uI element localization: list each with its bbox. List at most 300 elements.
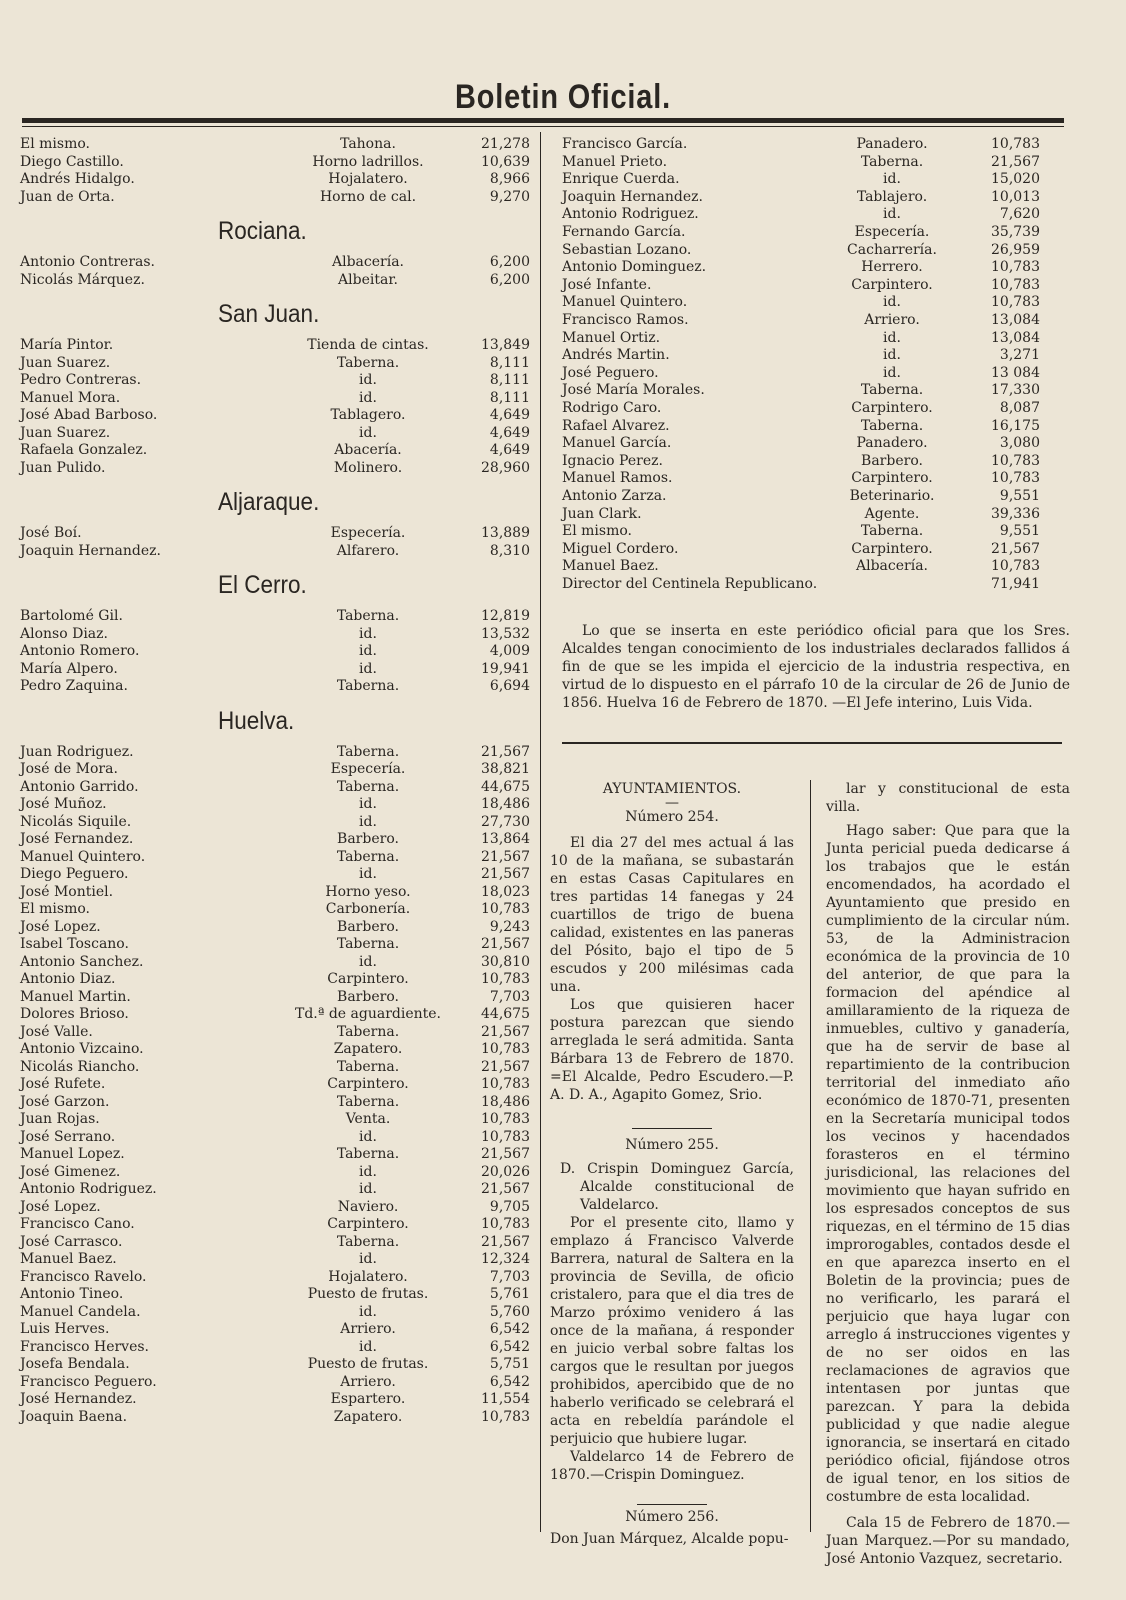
person-name: Director del Centinela Republicano. xyxy=(562,576,818,592)
list-row xyxy=(20,354,530,372)
person-name: José Carrasco. xyxy=(20,1233,123,1250)
list-row xyxy=(562,329,1056,347)
list-row xyxy=(20,441,530,459)
list-row xyxy=(562,205,1056,223)
person-name: Pedro Zaquina. xyxy=(20,678,128,694)
list-row xyxy=(20,830,530,848)
list-row xyxy=(562,188,1056,206)
list-row xyxy=(20,135,530,153)
list-row xyxy=(20,1040,530,1058)
cala-p0: lar y constitucional de esta villa. xyxy=(826,781,1070,815)
person-name: Juan Suarez. xyxy=(20,424,111,441)
amount: 10,783 xyxy=(481,1041,530,1057)
trade: Taberna. xyxy=(336,1058,400,1075)
person-name: Pedro Contreras. xyxy=(20,372,142,388)
trade: Taberna. xyxy=(336,778,400,795)
trade: Carpintero. xyxy=(851,540,933,557)
person-name: Miguel Cordero. xyxy=(562,540,679,557)
trade: Especería. xyxy=(330,525,406,541)
list-row xyxy=(20,953,530,971)
number-255: Número 255. xyxy=(625,1137,719,1153)
amount: 21,567 xyxy=(481,936,530,952)
trade: Taberna. xyxy=(860,382,924,399)
list-row xyxy=(20,1023,530,1041)
town-heading: Rociana. xyxy=(218,217,307,245)
trade: Espartero. xyxy=(330,1391,406,1407)
trade: Hojalatero. xyxy=(328,171,408,187)
list-row xyxy=(20,1285,530,1303)
town-heading: San Juan. xyxy=(218,300,320,328)
amount: 4,649 xyxy=(489,407,530,423)
list-row xyxy=(562,575,1056,593)
person-name: Juan Suarez. xyxy=(20,354,111,371)
notice-255-p1: Por el presente cito, llamo y emplazo á Francisco Valverde Barrera, natural de Saltera en la provincia de Sevilla, de oficio cristalero, para que el dia tres de Marzo próximo venidero á las once de la mañana, á responder en juicio verbal sobre faltas los cargos que le resultan por juegos prohibidos, apercibido que de no haberlo verificado se celebrará el acta en rebeldía parándole el perjuicio que hubiere lugar. xyxy=(550,1215,794,1447)
trade: Taberna. xyxy=(336,848,400,865)
trade: id. xyxy=(359,1338,377,1355)
amount: 26,959 xyxy=(991,241,1040,258)
trade: Taberna. xyxy=(860,417,924,434)
amount: 6,200 xyxy=(489,271,530,288)
amount: 10,783 xyxy=(481,1128,530,1145)
trade: Horno yeso. xyxy=(325,883,411,900)
list-row xyxy=(20,459,530,477)
person-name: El mismo. xyxy=(20,136,90,152)
person-name: José Valle. xyxy=(20,1023,93,1040)
trade: Puesto de frutas. xyxy=(307,1356,429,1372)
cala-p1: Hago saber: Que para que la Junta pericial pueda dedicarse á los trabajos que le están encomendados, ha acordado el Ayuntamiento que presido en cumplimiento de la circular núm. 53, de la Administracion económica de la provincia de 10 del anterior, de que para la formacion del apéndice al amillaramiento de la riqueza de inmuebles, cultivo y ganadería, que ha de servir de base al repartimiento de la contribucion territorial del inmediato año económico de 1870-71, presenten en la Secretaría municipal todos los vecinos y hacendados forasteros en el término jurisdicional, las relaciones del movimiento que hayan sufrido en los espresados conceptos de sus riquezas, en el término de 15 dias improrogables, contados desde el en que aparezca inserto en el Boletin de la provincia; pues de no verificarlo, les parará el perjuicio que haya lugar con arreglo á instrucciones vigentes y de no ser oidos en las reclamaciones de agravios que intentasen por juntas que parezcan. Y para la debida publicidad y que nadie alegue ignorancia, se insertará en citado periódico oficial, fijándose otros de igual tenor, en los sitios de costumbre de esta localidad. xyxy=(826,823,1070,1505)
list-row xyxy=(20,883,530,901)
person-name: Antonio Tineo. xyxy=(20,1286,124,1302)
amount: 44,675 xyxy=(481,778,530,795)
amount: 13,849 xyxy=(481,337,530,353)
heading-dash: — xyxy=(665,795,679,811)
list-row xyxy=(20,1005,530,1023)
person-name: Fernando García. xyxy=(562,224,686,240)
trade: id. xyxy=(359,625,377,642)
list-row xyxy=(20,1215,530,1233)
list-row xyxy=(20,743,530,761)
list-row xyxy=(20,542,530,560)
person-name: Joaquin Hernandez. xyxy=(562,188,703,205)
person-name: Manuel Baez. xyxy=(20,1251,117,1267)
trade: id. xyxy=(883,171,901,188)
amount: 9,270 xyxy=(489,188,530,205)
amount: 21,567 xyxy=(481,866,530,882)
person-name: Antonio Rodriguez. xyxy=(562,206,699,223)
person-name: Juan Pulido. xyxy=(20,459,106,476)
person-name: José Montiel. xyxy=(20,883,114,900)
divider xyxy=(632,1128,712,1129)
list-row xyxy=(562,522,1056,540)
amount: 10,783 xyxy=(481,1216,530,1232)
person-name: Rodrigo Caro. xyxy=(562,400,662,416)
list-row xyxy=(20,1390,530,1408)
person-name: Nicolás Riancho. xyxy=(20,1058,140,1075)
list-row xyxy=(20,1075,530,1093)
amount: 13,084 xyxy=(991,312,1040,328)
person-name: Nicolás Márquez. xyxy=(20,271,145,288)
trade: Barbero. xyxy=(337,918,399,935)
trade: id. xyxy=(883,294,901,311)
list-row xyxy=(562,258,1056,276)
trade: Albeitar. xyxy=(338,271,398,288)
trade: Albacería. xyxy=(332,254,404,270)
trade: Zapatero. xyxy=(333,1041,403,1057)
person-name: Manuel Ramos. xyxy=(562,470,673,487)
amount: 13,084 xyxy=(991,329,1040,346)
trade: Taberna. xyxy=(336,1093,400,1110)
person-name: Francisco Cano. xyxy=(20,1216,135,1232)
list-row xyxy=(20,1268,530,1286)
amount: 8,111 xyxy=(489,389,530,406)
person-name: Francisco Peguero. xyxy=(20,1373,157,1390)
trade: Arriero. xyxy=(340,1321,396,1337)
trade: Barbero. xyxy=(337,988,399,1005)
amount: 8,310 xyxy=(489,542,530,559)
list-row xyxy=(20,778,530,796)
amount: 10,783 xyxy=(481,1111,530,1127)
person-name: Antonio Sanchez. xyxy=(20,953,144,970)
trade: Taberna. xyxy=(336,1023,400,1040)
column-divider xyxy=(810,780,811,1532)
person-name: Rafaela Gonzalez. xyxy=(20,442,148,458)
list-row xyxy=(20,865,530,883)
amount: 6,542 xyxy=(489,1338,530,1355)
amount: 21,278 xyxy=(481,136,530,152)
amount: 21,567 xyxy=(481,1023,530,1040)
amount: 5,760 xyxy=(489,1303,530,1320)
list-row xyxy=(20,813,530,831)
cala-notice-column xyxy=(826,780,1070,1568)
trade: Carpintero. xyxy=(851,470,933,487)
notice-254-p2: Los que quisieren hacer postura parezcan que siendo arreglada le será admitida. Santa Bárbara 13 de Febrero de 1870. =El Alcalde, Pedro Escudero.—P. A. D. A., Agapito Gomez, Srio. xyxy=(550,997,794,1103)
list-row xyxy=(562,293,1056,311)
notice-255-p2: Valdelarco 14 de Febrero de 1870.—Crispin Dominguez. xyxy=(550,1449,794,1483)
trade: Tahona. xyxy=(340,136,396,152)
person-name: Andrés Martin. xyxy=(562,347,670,364)
notice-paragraph xyxy=(562,622,1070,712)
person-name: Luis Herves. xyxy=(20,1321,110,1337)
list-row xyxy=(20,1163,530,1181)
trade: Taberna. xyxy=(336,678,400,694)
person-name: Manuel Quintero. xyxy=(20,848,146,865)
trade: id. xyxy=(359,953,377,970)
person-name: Diego Castillo. xyxy=(20,153,124,170)
person-name: El mismo. xyxy=(562,523,632,540)
list-row xyxy=(562,434,1056,452)
list-row xyxy=(20,760,530,778)
amount: 10,639 xyxy=(481,153,530,170)
trade: Beterinario. xyxy=(849,488,935,504)
person-name: Manuel Mora. xyxy=(20,389,121,406)
amount: 38,821 xyxy=(481,761,530,777)
trade: id. xyxy=(359,1251,377,1267)
person-name: José Rufete. xyxy=(20,1076,106,1092)
person-name: José Peguero. xyxy=(562,364,659,381)
list-row xyxy=(20,935,530,953)
trade: Arriero. xyxy=(864,312,920,328)
person-name: Enrique Cuerda. xyxy=(562,171,680,188)
town-heading: Huelva. xyxy=(218,706,295,735)
list-row xyxy=(562,364,1056,382)
amount: 10,783 xyxy=(481,971,530,987)
list-row xyxy=(20,642,530,660)
amount: 13,864 xyxy=(481,831,530,847)
divider xyxy=(637,1504,707,1505)
amount: 7,703 xyxy=(489,988,530,1005)
amount: 8,111 xyxy=(489,354,530,371)
trade: Td.ª de aguardiente. xyxy=(294,1006,442,1022)
trade: id. xyxy=(359,660,377,677)
trade: Barbero. xyxy=(861,452,923,469)
list-row xyxy=(562,540,1056,558)
list-row xyxy=(562,311,1056,329)
amount: 21,567 xyxy=(481,1181,530,1197)
list-row xyxy=(20,988,530,1006)
trade: Taberna. xyxy=(336,936,400,952)
notice-254-p1: El dia 27 del mes actual á las 10 de la mañana, se subastarán en estas Casas Capitulares en tres partidas 14 fanegas y 24 cuartillos de trigo de buena calidad, existentes en las paneras del Pósito, bajo el tipo de 5 escudos y 200 milésimas cada una. xyxy=(550,835,794,995)
amount: 4,009 xyxy=(489,643,530,659)
trade: Especería. xyxy=(854,224,930,240)
list-row xyxy=(562,452,1056,470)
trade: Taberna. xyxy=(336,1146,400,1162)
list-row xyxy=(20,607,530,625)
person-name: Antonio Contreras. xyxy=(20,254,155,270)
person-name: Manuel Baez. xyxy=(562,558,659,575)
list-row xyxy=(20,424,530,442)
person-name: Francisco García. xyxy=(562,136,688,152)
amount: 13,532 xyxy=(481,625,530,642)
list-row xyxy=(562,505,1056,523)
person-name: Rafael Alvarez. xyxy=(562,417,670,434)
list-row xyxy=(20,153,530,171)
amount: 30,810 xyxy=(481,953,530,970)
amount: 10,013 xyxy=(991,188,1040,205)
trade: Venta. xyxy=(345,1111,391,1127)
trade: Carpintero. xyxy=(327,971,409,987)
trade: id. xyxy=(359,424,377,441)
trade: Tablajero. xyxy=(856,188,928,205)
list-row xyxy=(20,188,530,206)
amount: 18,486 xyxy=(481,796,530,812)
list-row xyxy=(20,1145,530,1163)
person-name: Manuel Ortiz. xyxy=(562,329,661,346)
trade: id. xyxy=(359,1303,377,1320)
list-row xyxy=(562,469,1056,487)
person-name: José Infante. xyxy=(562,276,652,293)
person-name: Isabel Toscano. xyxy=(20,936,129,952)
trade: Carbonería. xyxy=(325,901,411,917)
person-name: Antonio Diaz. xyxy=(20,971,116,987)
list-row xyxy=(20,1128,530,1146)
list-row xyxy=(20,389,530,407)
amount: 21,567 xyxy=(481,743,530,760)
amount: 9,243 xyxy=(489,918,530,935)
header-rule xyxy=(22,118,1064,123)
list-row xyxy=(20,660,530,678)
list-row xyxy=(20,795,530,813)
person-name: José Fernandez. xyxy=(20,831,134,847)
person-name: María Pintor. xyxy=(20,337,114,353)
trade: Zapatero. xyxy=(333,1408,403,1425)
person-name: José Gimenez. xyxy=(20,1163,121,1180)
header-rule-thin xyxy=(22,126,1064,127)
person-name: Ignacio Perez. xyxy=(562,452,663,469)
trade: Puesto de frutas. xyxy=(307,1286,429,1302)
trade: id. xyxy=(883,364,901,381)
list-row xyxy=(562,399,1056,417)
amount: 28,960 xyxy=(481,459,530,476)
trade: Horno ladrillos. xyxy=(312,153,424,170)
person-name: Antonio Romero. xyxy=(20,643,140,659)
amount: 21,567 xyxy=(481,1146,530,1162)
person-name: José Hernandez. xyxy=(20,1391,137,1407)
amount: 5,761 xyxy=(489,1286,530,1302)
amount: 10,783 xyxy=(991,558,1040,575)
trade: Alfarero. xyxy=(336,542,400,559)
section-rule xyxy=(562,742,1062,744)
person-name: Juan Rodriguez. xyxy=(20,743,134,760)
person-name: Francisco Herves. xyxy=(20,1338,150,1355)
person-name: Dolores Brioso. xyxy=(20,1006,129,1022)
person-name: Francisco Ramos. xyxy=(562,312,689,328)
list-row xyxy=(20,1058,530,1076)
trade: Tienda de cintas. xyxy=(307,337,429,353)
person-name: José Abad Barboso. xyxy=(20,407,158,423)
trade: id. xyxy=(359,643,377,659)
amount: 6,694 xyxy=(489,678,530,694)
trade: Carpintero. xyxy=(327,1216,409,1232)
trade: id. xyxy=(883,206,901,223)
amount: 71,941 xyxy=(991,576,1040,592)
amount: 12,324 xyxy=(481,1251,530,1267)
number-256: Número 256. xyxy=(625,1509,719,1525)
town-heading: El Cerro. xyxy=(218,571,307,599)
trade: Panadero. xyxy=(856,136,928,152)
amount: 10,783 xyxy=(991,276,1040,293)
amount: 21,567 xyxy=(481,1058,530,1075)
list-row xyxy=(20,170,530,188)
column-divider xyxy=(540,132,541,1532)
person-name: Antonio Vizcaino. xyxy=(20,1041,144,1057)
list-row xyxy=(20,1233,530,1251)
amount: 7,620 xyxy=(999,206,1040,223)
list-row xyxy=(562,241,1056,259)
amount: 13,889 xyxy=(481,525,530,541)
trade: Especería. xyxy=(330,761,406,777)
amount: 8,966 xyxy=(489,171,530,187)
amount: 35,739 xyxy=(991,224,1040,240)
trade: Hojalatero. xyxy=(328,1268,408,1285)
person-name: Antonio Dominguez. xyxy=(562,259,707,276)
list-row xyxy=(20,1320,530,1338)
person-name: María Alpero. xyxy=(20,660,118,677)
amount: 8,087 xyxy=(999,400,1040,416)
person-name: Manuel García. xyxy=(562,435,672,452)
amount: 21,567 xyxy=(481,848,530,865)
list-row xyxy=(562,346,1056,364)
amount: 6,542 xyxy=(489,1321,530,1337)
amount: 10,783 xyxy=(481,901,530,917)
trade: Naviero. xyxy=(337,1198,399,1215)
trade: id. xyxy=(359,796,377,812)
person-name: Manuel Quintero. xyxy=(562,294,688,311)
trade: Panadero. xyxy=(856,435,928,452)
list-row xyxy=(562,381,1056,399)
amount: 18,486 xyxy=(481,1093,530,1110)
person-name: Joaquin Baena. xyxy=(20,1408,128,1425)
list-row xyxy=(562,223,1056,241)
amount: 27,730 xyxy=(481,813,530,830)
person-name: Alonso Diaz. xyxy=(20,625,108,642)
amount: 10,783 xyxy=(991,452,1040,469)
list-row xyxy=(562,557,1056,575)
person-name: Antonio Garrido. xyxy=(20,778,139,795)
person-name: Joaquin Hernandez. xyxy=(20,542,161,559)
list-row xyxy=(20,1110,530,1128)
trade: id. xyxy=(883,329,901,346)
trade: Abacería. xyxy=(334,442,402,458)
person-name: Antonio Zarza. xyxy=(562,488,667,504)
trade: Arriero. xyxy=(340,1373,396,1390)
trade: Agente. xyxy=(864,505,920,522)
trade: Taberna. xyxy=(336,743,400,760)
amount: 10,783 xyxy=(991,470,1040,487)
list-row xyxy=(20,371,530,389)
list-row xyxy=(20,1408,530,1426)
amount: 16,175 xyxy=(991,417,1040,434)
list-row xyxy=(20,406,530,424)
trade: Taberna. xyxy=(336,354,400,371)
ayuntamientos-column xyxy=(550,780,794,1548)
amount: 7,703 xyxy=(489,1268,530,1285)
person-name: José Boí. xyxy=(20,525,82,541)
trade: id. xyxy=(883,347,901,364)
trade: Herrero. xyxy=(861,259,923,276)
trade: id. xyxy=(359,372,377,388)
list-row xyxy=(20,271,530,289)
trade: Barbero. xyxy=(337,831,399,847)
trade: id. xyxy=(359,1163,377,1180)
trade: Carpintero. xyxy=(851,276,933,293)
person-name: Diego Peguero. xyxy=(20,866,129,882)
list-row xyxy=(562,153,1056,171)
person-name: Manuel Prieto. xyxy=(562,153,668,170)
list-row xyxy=(20,918,530,936)
person-name: El mismo. xyxy=(20,901,90,917)
list-row xyxy=(562,170,1056,188)
trade: Horno de cal. xyxy=(319,188,417,205)
amount: 10,783 xyxy=(991,136,1040,152)
list-row xyxy=(20,848,530,866)
list-row xyxy=(20,1373,530,1391)
person-name: Nicolás Siquile. xyxy=(20,813,132,830)
list-row xyxy=(562,487,1056,505)
person-name: José Muñoz. xyxy=(20,796,107,812)
list-row xyxy=(20,1180,530,1198)
person-name: José María Morales. xyxy=(562,382,705,399)
trade: id. xyxy=(359,866,377,882)
list-row xyxy=(20,677,530,695)
list-row xyxy=(20,336,530,354)
person-name: Antonio Rodriguez. xyxy=(20,1181,157,1197)
trade: Tablagero. xyxy=(330,407,406,423)
person-name: Bartolomé Gil. xyxy=(20,608,123,624)
amount: 5,751 xyxy=(489,1356,530,1372)
list-row xyxy=(562,417,1056,435)
list-row xyxy=(20,1250,530,1268)
amount: 3,271 xyxy=(999,347,1040,364)
